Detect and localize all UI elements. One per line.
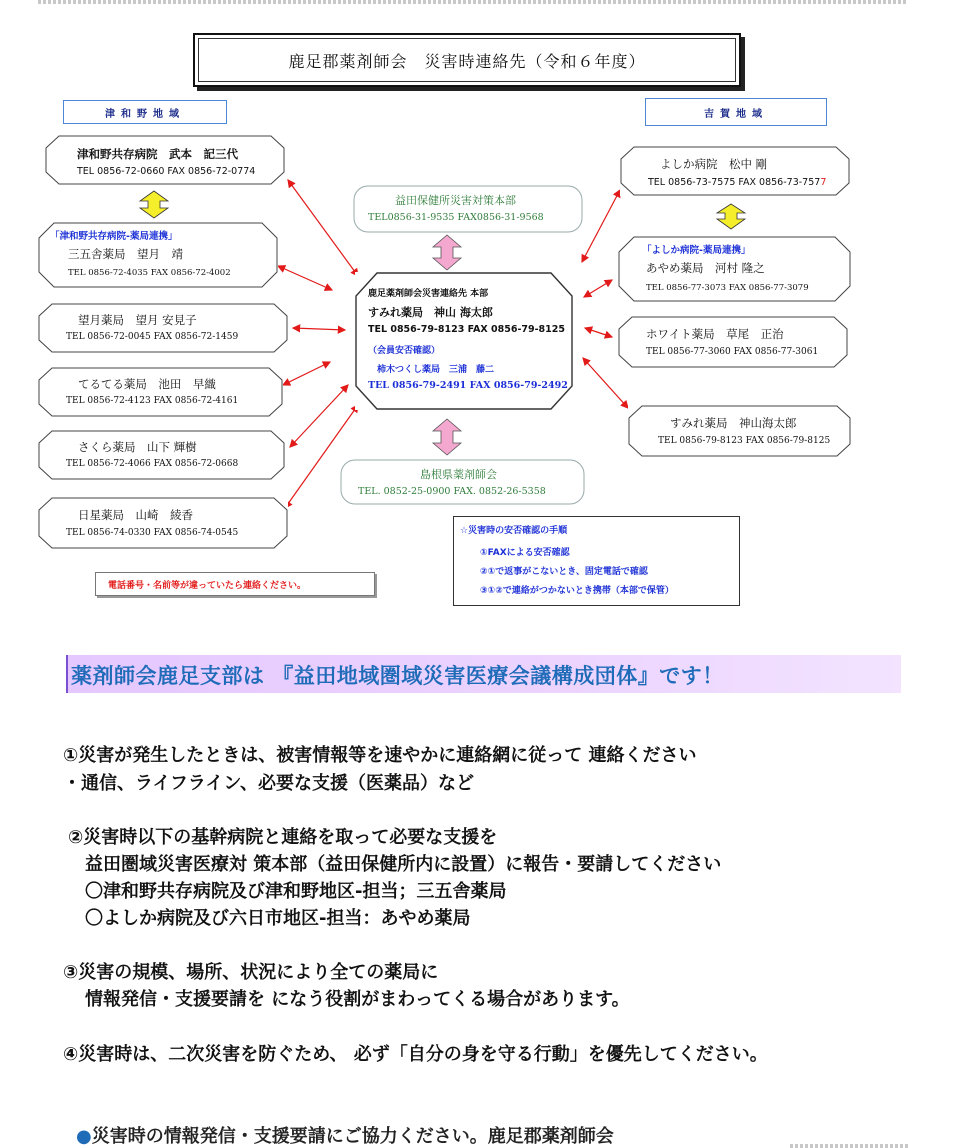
- node-nissei-pharmacy: [38, 497, 288, 549]
- node-tel: TEL 0856-72-0045 FAX 0856-72-1459: [66, 332, 239, 342]
- node-name: 島根県薬剤師会: [420, 468, 497, 481]
- instruction-2-line-4: 〇よしか病院及び六日市地区-担当：あやめ薬局: [85, 908, 471, 929]
- node-name: よしか病院 松中 剛: [660, 157, 768, 171]
- node-name: 益田保健所災害対策本部: [395, 194, 516, 207]
- node-tel: TEL 0856-77-3060 FAX 0856-77-3061: [646, 347, 819, 357]
- bottom-dotted-line: [790, 1144, 910, 1148]
- center-tel: TEL 0856-79-8123 FAX 0856-79-8125: [368, 324, 565, 335]
- arrow-line: [293, 328, 345, 330]
- page-title: 鹿足郡薬剤師会 災害時連絡先（令和６年度）: [198, 38, 736, 82]
- node-tel-highlight: 7: [820, 177, 827, 188]
- node-tag: 「よしか病院-薬局連携」: [642, 245, 751, 256]
- instruction-3-line-1: ③災害の規模、場所、状況により全ての薬局に: [63, 962, 439, 983]
- procedure-step: ①FAXによる安否確認: [480, 548, 570, 558]
- procedure-title: ☆災害時の安否確認の手順: [460, 526, 568, 536]
- node-name: てるてる薬局 池田 早織: [78, 377, 216, 391]
- node-tel: TEL 0856-72-0660 FAX 0856-72-0774: [77, 166, 256, 177]
- node-teruteru-pharmacy: [38, 367, 283, 417]
- instruction-2-line-1: ②災害時以下の基幹病院と連絡を取って必要な支援を: [68, 827, 498, 848]
- node-name: あやめ薬局 河村 隆之: [646, 261, 765, 275]
- wrong-info-note: 電話番号・名前等が違っていたら連絡ください。: [95, 572, 375, 596]
- region-label-left: 津和野地域: [63, 100, 227, 124]
- arrow-line: [585, 328, 612, 337]
- node-sumire-pharmacy-right: [628, 405, 851, 457]
- node-shimane-association: [340, 459, 585, 505]
- safety-check-procedure: [453, 516, 740, 606]
- region-label-right: 吉賀地域: [645, 98, 827, 126]
- node-name: 津和野共存病院 武本 記三代: [77, 147, 238, 161]
- arrow-line: [278, 266, 332, 290]
- node-masuda-health-center: [353, 185, 583, 233]
- pink-arrow-lower: [433, 419, 461, 455]
- node-ayame-pharmacy: [618, 236, 851, 302]
- instruction-2-line-2: 益田圏域災害医療対 策本部（益田保健所内に設置）に報告・要請してください: [85, 854, 722, 875]
- node-tel-main: TEL 0856-73-7575 FAX 0856-73-757: [648, 177, 821, 188]
- center-sub-name: 柿木つくし薬局 三浦 藤二: [377, 365, 495, 375]
- node-name: 三五舎薬局 望月 靖: [68, 247, 183, 261]
- closing-line: ●災害時の情報発信・支援要請にご協力ください。鹿足郡薬剤師会: [76, 1126, 614, 1147]
- center-name: すみれ薬局 神山 海太郎: [368, 306, 493, 319]
- yellow-arrow-left: [140, 191, 168, 218]
- node-tel: [648, 177, 826, 188]
- instruction-1-line-2: ・通信、ライフライン、必要な支援（医薬品）など: [63, 773, 474, 794]
- node-tel: TEL 0856-74-0330 FAX 0856-74-0545: [66, 528, 239, 538]
- arrow-line: [290, 385, 348, 447]
- procedure-step: ③①②で連絡がつかないとき携帯（本部で保管）: [480, 586, 674, 596]
- arrow-line: [584, 280, 612, 297]
- node-name: 日星薬局 山崎 綾香: [78, 508, 193, 522]
- instruction-4-warning: ④災害時は、二次災害を防ぐため、 必ず「自分の身を守る行動」を優先してください。: [63, 1044, 768, 1065]
- node-tel: TEL0856-31-9535 FAX0856-31-9568: [368, 212, 544, 223]
- center-note: （会員安否確認）: [368, 346, 441, 356]
- node-name: 望月薬局 望月 安見子: [78, 313, 197, 327]
- instruction-2-line-3: 〇津和野共存病院及び津和野地区-担当；三五舎薬局: [85, 881, 507, 902]
- closing-text: 災害時の情報発信・支援要請にご協力ください。鹿足郡薬剤師会: [91, 1126, 614, 1147]
- arrow-line: [582, 190, 620, 262]
- banner: [66, 655, 901, 693]
- node-tag: 「津和野共存病院-薬局連携」: [50, 231, 178, 242]
- instruction-1-line-1: ①災害が発生したときは、被害情報等を速やかに連絡網に従って 連絡ください: [63, 745, 697, 766]
- arrow-line: [288, 180, 358, 276]
- yellow-arrow-right: [717, 204, 745, 229]
- instruction-3-line-2: 情報発信・支援要請を になう役割がまわってくる場合があります。: [85, 989, 630, 1010]
- procedure-step: ②①で返事がこないとき、固定電話で確認: [480, 567, 648, 577]
- node-tel: TEL 0856-72-4035 FAX 0856-72-4002: [68, 268, 231, 278]
- center-sub-tel: TEL 0856-79-2491 FAX 0856-79-2492: [368, 380, 568, 391]
- node-tel: TEL 0856-77-3073 FAX 0856-77-3079: [646, 283, 809, 293]
- node-mochizuki-pharmacy: [38, 303, 288, 353]
- node-tel: TEL 0856-79-8123 FAX 0856-79-8125: [658, 436, 831, 446]
- node-name: ホワイト薬局 草尾 正治: [646, 327, 784, 341]
- node-tsuwano-hospital: [45, 135, 285, 185]
- node-name: さくら薬局 山下 輝樹: [78, 440, 197, 454]
- center-heading: 鹿足薬剤師会災害連絡先 本部: [368, 289, 489, 299]
- node-tel: TEL 0856-72-4123 FAX 0856-72-4161: [66, 396, 239, 406]
- node-hq-center: [355, 272, 573, 410]
- node-yoshika-hospital: [620, 146, 850, 196]
- node-tel: TEL. 0852-25-0900 FAX. 0852-26-5358: [358, 486, 546, 497]
- node-tel: TEL 0856-72-4066 FAX 0856-72-0668: [66, 459, 239, 469]
- node-sakura-pharmacy: [38, 430, 285, 480]
- arrow-line: [283, 362, 330, 385]
- node-sangosha-pharmacy: [38, 222, 278, 288]
- node-name: すみれ薬局 神山海太郎: [670, 416, 797, 430]
- pink-arrow-upper: [433, 235, 461, 270]
- banner-text: 薬剤師会鹿足支部は 『益田地域圏域災害医療会議構成団体』です！: [71, 664, 724, 688]
- node-white-pharmacy: [618, 316, 848, 368]
